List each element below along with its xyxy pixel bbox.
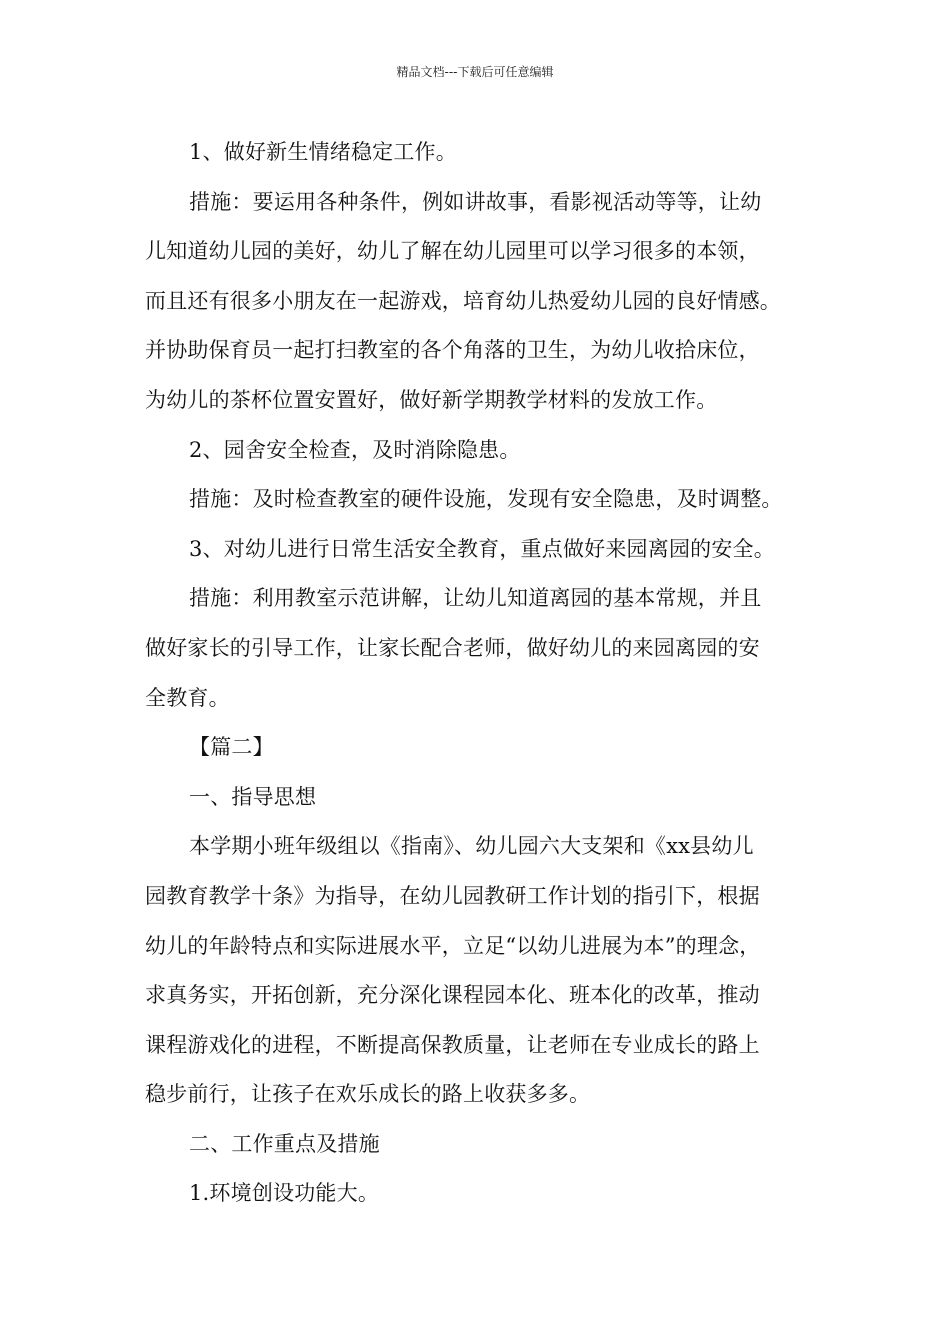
text-line: 园教育教学十条》为指导，在幼儿园教研工作计划的指引下，根据 [145, 883, 760, 908]
text-line: 1.环境创设功能大。 [189, 1181, 380, 1206]
text-line: 稳步前行，让孩子在欢乐成长的路上收获多多。 [145, 1082, 591, 1107]
text-line: 本学期小班年级组以《指南》、幼儿园六大支架和《xx县幼儿 [189, 834, 754, 859]
text-line: 幼儿的年龄特点和实际进展水平，立足“以幼儿进展为本”的理念， [145, 933, 761, 958]
text-line: 课程游戏化的进程，不断提高保教质量，让老师在专业成长的路上 [145, 1032, 760, 1057]
text-line: 措施：及时检查教室的硬件设施，发现有安全隐患，及时调整。 [189, 487, 783, 512]
text-line: 儿知道幼儿园的美好，幼儿了解在幼儿园里可以学习很多的本领， [145, 239, 760, 264]
subsection-heading: 二、工作重点及措施 [189, 1131, 380, 1156]
text-line: 求真务实，开拓创新，充分深化课程园本化、班本化的改革，推动 [145, 983, 760, 1008]
text-line: 全教育。 [145, 685, 230, 710]
section-heading: 【篇二】 [189, 735, 274, 760]
document-body [145, 128, 815, 1219]
page-header: 精品文档---下载后可任意编辑 [396, 65, 554, 79]
text-line: 措施：利用教室示范讲解，让幼儿知道离园的基本常规，并且 [189, 586, 762, 611]
text-line: 措施：要运用各种条件，例如讲故事，看影视活动等等，让幼 [189, 189, 762, 214]
text-line: 并协助保育员一起打扫教室的各个角落的卫生，为幼儿收拾床位， [145, 338, 760, 363]
text-line: 而且还有很多小朋友在一起游戏，培育幼儿热爱幼儿园的良好情感。 [145, 288, 781, 313]
text-line: 为幼儿的茶杯位置安置好，做好新学期教学材料的发放工作。 [145, 387, 718, 412]
text-line: 3、对幼儿进行日常生活安全教育，重点做好来园离园的安全。 [189, 536, 775, 561]
text-line: 1、做好新生情绪稳定工作。 [189, 140, 457, 164]
subsection-heading: 一、指导思想 [189, 784, 317, 809]
text-line: 做好家长的引导工作，让家长配合老师，做好幼儿的来园离园的安 [145, 635, 760, 660]
text-line: 2、园舍安全检查，及时消除隐患。 [189, 437, 521, 462]
